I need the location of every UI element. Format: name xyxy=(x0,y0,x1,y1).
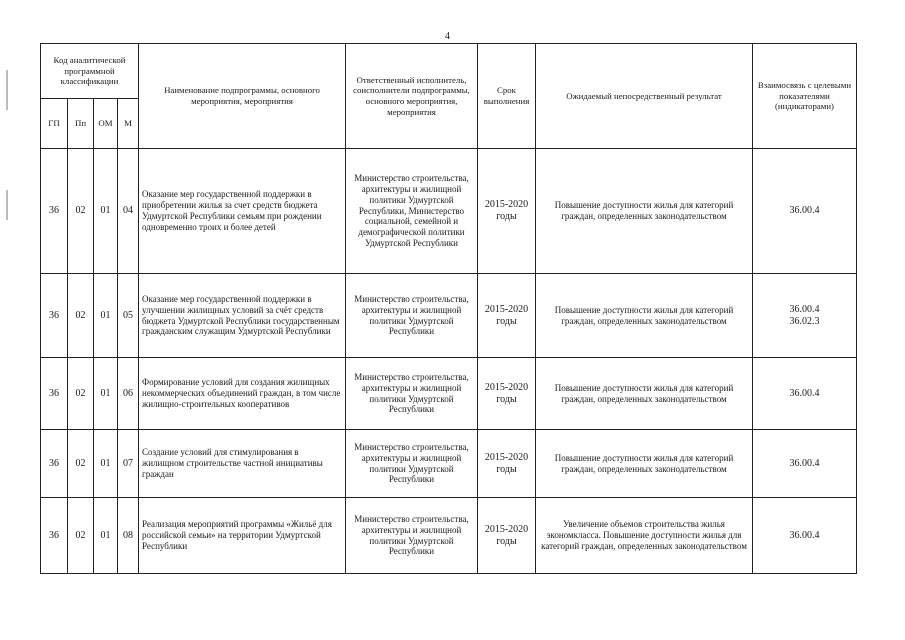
cell-gp: 36 xyxy=(41,430,68,498)
cell-result: Увеличение объемов строительства жилья экономкласса. Повышение доступности жилья для категорий граждан, определенных законодательством xyxy=(536,498,753,574)
scan-margin-mark xyxy=(6,70,8,110)
program-table xyxy=(40,43,857,574)
cell-term: 2015-2020 годы xyxy=(478,149,536,274)
cell-pp: 02 xyxy=(68,149,94,274)
indicator-code: 36.00.4 xyxy=(789,529,820,541)
page-number: 4 xyxy=(445,31,450,42)
header-result: Ожидаемый непосредственный результат xyxy=(536,44,753,149)
table-row xyxy=(41,358,857,430)
cell-name: Создание условий для стимулирования в жилищном строительстве частной инициативы граждан xyxy=(139,430,346,498)
cell-m: 06 xyxy=(118,358,139,430)
cell-m: 04 xyxy=(118,149,139,274)
cell-term: 2015-2020 годы xyxy=(478,274,536,358)
cell-responsible: Министерство строительства, архитектуры и жилищной политики Удмуртской Республики, Министерство социальной, семейной и демографической политики Удмуртской Республики xyxy=(346,149,478,274)
table-row xyxy=(41,498,857,574)
cell-om: 01 xyxy=(94,498,118,574)
cell-result: Повышение доступности жилья для категорий граждан, определенных законодательством xyxy=(536,149,753,274)
header-term: Срок выполнения xyxy=(478,44,536,149)
cell-gp: 36 xyxy=(41,149,68,274)
cell-m: 05 xyxy=(118,274,139,358)
header-name: Наименование подпрограммы, основного мероприятия, мероприятия xyxy=(139,44,346,149)
cell-link xyxy=(753,498,857,574)
cell-responsible: Министерство строительства, архитектуры и жилищной политики Удмуртской Республики xyxy=(346,430,478,498)
cell-name: Оказание мер государственной поддержки в улучшении жилищных условий за счёт средств бюджета Удмуртской Республики государственным гражданским служащим Удмуртской Республики xyxy=(139,274,346,358)
cell-term: 2015-2020 годы xyxy=(478,498,536,574)
cell-gp: 36 xyxy=(41,274,68,358)
cell-gp: 36 xyxy=(41,498,68,574)
indicator-code: 36.02.3 xyxy=(789,315,820,327)
indicator-code: 36.00.4 xyxy=(789,303,820,315)
cell-result: Повышение доступности жилья для категорий граждан, определенных законодательством xyxy=(536,358,753,430)
cell-om: 01 xyxy=(94,430,118,498)
header-code-gp: ГП xyxy=(41,99,68,149)
cell-name: Формирование условий для создания жилищных некоммерческих объединений граждан, в том числе жилищно-строительных кооперативов xyxy=(139,358,346,430)
cell-result: Повышение доступности жилья для категорий граждан, определенных законодательством xyxy=(536,274,753,358)
cell-link xyxy=(753,358,857,430)
cell-pp: 02 xyxy=(68,498,94,574)
table-row xyxy=(41,274,857,358)
cell-m: 08 xyxy=(118,498,139,574)
cell-om: 01 xyxy=(94,358,118,430)
cell-m: 07 xyxy=(118,430,139,498)
cell-pp: 02 xyxy=(68,430,94,498)
cell-responsible: Министерство строительства, архитектуры и жилищной политики Удмуртской Республики xyxy=(346,274,478,358)
cell-term: 2015-2020 годы xyxy=(478,430,536,498)
indicator-code: 36.00.4 xyxy=(789,205,820,216)
table-row xyxy=(41,430,857,498)
cell-pp: 02 xyxy=(68,274,94,358)
cell-name: Реализация мероприятий программы «Жильё для российской семьи» на территории Удмуртской Республики xyxy=(139,498,346,574)
header-code-m: М xyxy=(118,99,139,149)
cell-om: 01 xyxy=(94,149,118,274)
indicator-code: 36.00.4 xyxy=(789,387,820,399)
cell-responsible: Министерство строительства, архитектуры и жилищной политики Удмуртской Республики xyxy=(346,358,478,430)
cell-link xyxy=(753,149,857,274)
table-row xyxy=(41,149,857,274)
cell-pp: 02 xyxy=(68,358,94,430)
cell-name: Оказание мер государственной поддержки в приобретении жилья за счет средств бюджета Удмуртской Республики семьям при рождении одновременно троих и более детей xyxy=(139,149,346,274)
cell-link xyxy=(753,430,857,498)
indicator-code: 36.00.4 xyxy=(789,457,820,469)
header-code-pp: Пп xyxy=(68,99,94,149)
header-link: Взаимосвязь с целевыми показателями (индикаторами) xyxy=(753,44,857,149)
cell-term: 2015-2020 годы xyxy=(478,358,536,430)
header-responsible: Ответственный исполнитель, соисполнители подпрограммы, основного мероприятия, мероприятия xyxy=(346,44,478,149)
header-code-group: Код аналитической программной классификации xyxy=(41,44,139,99)
header-code-om: ОМ xyxy=(94,99,118,149)
cell-responsible: Министерство строительства, архитектуры и жилищной политики Удмуртской Республики xyxy=(346,498,478,574)
scan-margin-mark xyxy=(6,190,8,220)
cell-link xyxy=(753,274,857,358)
cell-result: Повышение доступности жилья для категорий граждан, определенных законодательством xyxy=(536,430,753,498)
cell-gp: 36 xyxy=(41,358,68,430)
cell-om: 01 xyxy=(94,274,118,358)
